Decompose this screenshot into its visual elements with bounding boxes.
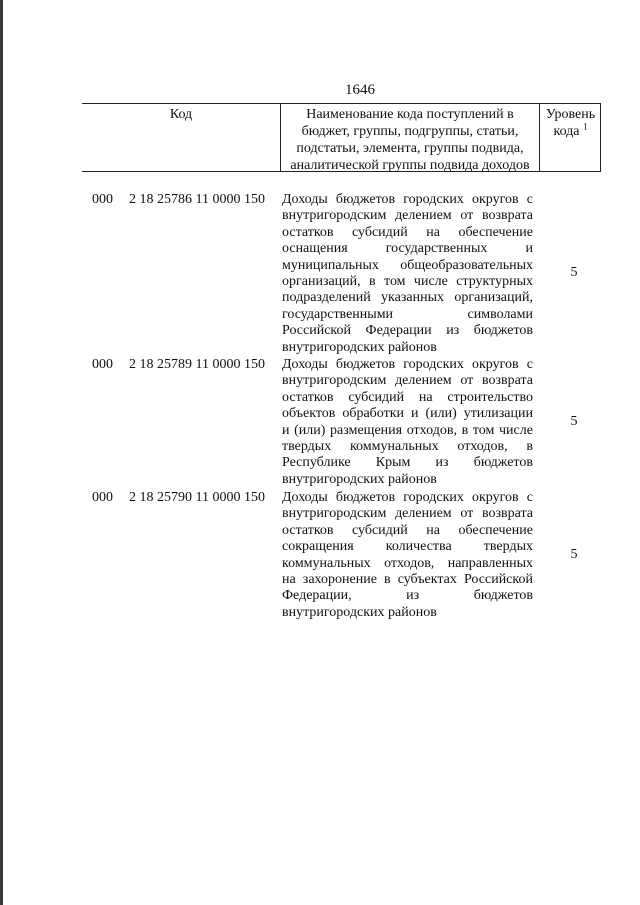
page-number: 1646 (345, 82, 375, 98)
table-row (82, 192, 601, 356)
revenue-name-line: внутригородским делением от возврата (282, 506, 533, 522)
code-level: 5 (570, 414, 578, 429)
header-name-line: бюджет, группы, подгруппы, статьи, (301, 124, 519, 139)
revenue-name-line: внутригородских районов (282, 339, 437, 355)
revenue-name-line: сокращения количества твердых (282, 539, 533, 555)
revenue-name-line: внутригородских районов (282, 604, 437, 620)
header-name-line: подстатьи, элемента, группы подвида, (296, 141, 524, 156)
code-level: 5 (570, 547, 578, 562)
header-name-column (280, 104, 539, 171)
budget-classification-code: 2 18 25786 11 0000 150 (129, 192, 265, 207)
revenue-name-line: на захоронение в субъектах Российской (282, 571, 533, 587)
scan-edge-shadow (0, 0, 3, 905)
revenue-name-line: твердых коммунальных отходов, в (282, 438, 533, 454)
header-level-line2 (540, 123, 601, 140)
revenue-name-line: Доходы бюджетов городских округов с (282, 357, 533, 372)
revenue-name-line: и (или) размещения отходов, в том числе (282, 422, 533, 438)
revenue-name-line: муниципальных общеобразовательных (282, 257, 533, 273)
revenue-name-line: организаций, в том числе структурных (282, 273, 533, 289)
header-level-column (539, 104, 601, 171)
table-row (82, 357, 601, 489)
header-name-line: Наименование кода поступлений в (306, 107, 514, 122)
header-code-column: Код (169, 107, 193, 122)
header-level-line1: Уровень (545, 107, 596, 122)
revenue-name-line: внутригородским делением от возврата (282, 208, 533, 224)
revenue-name-line: Республике Крым из бюджетов (282, 455, 533, 471)
revenue-name-line: государственными символами (282, 306, 533, 322)
admin-code: 000 (92, 490, 113, 505)
header-level-label: кода (553, 124, 580, 139)
revenue-name-line: остатков субсидий на строительство (282, 389, 533, 405)
revenue-name-line: внутригородских районов (282, 471, 437, 487)
budget-classification-code: 2 18 25789 11 0000 150 (129, 357, 265, 372)
revenue-name-line: оснащения государственных и (282, 241, 533, 257)
revenue-name (282, 490, 533, 621)
code-level: 5 (570, 265, 578, 280)
table-row (82, 490, 601, 622)
revenue-name (282, 192, 533, 356)
revenue-name-line: остатков субсидий на обеспечение (282, 522, 533, 538)
table-header (82, 103, 601, 172)
revenue-name-line: Федерации, из бюджетов (282, 588, 533, 604)
revenue-name-line: Российской Федерации из бюджетов (282, 323, 533, 339)
revenue-name-line: остатков субсидий на обеспечение (282, 224, 533, 240)
revenue-name-line: Доходы бюджетов городских округов с (282, 490, 533, 505)
footnote-marker: 1 (583, 121, 588, 132)
admin-code: 000 (92, 192, 113, 207)
revenue-name-line: Доходы бюджетов городских округов с (282, 192, 533, 207)
revenue-name-line: внутригородским делением от возврата (282, 373, 533, 389)
header-name-line: аналитической группы подвида доходов (290, 158, 530, 173)
admin-code: 000 (92, 357, 113, 372)
revenue-name-line: подразделений указанных организаций, (282, 290, 533, 306)
revenue-name-line: объектов обработки и (или) утилизации (282, 406, 533, 422)
budget-classification-code: 2 18 25790 11 0000 150 (129, 490, 265, 505)
revenue-name-line: коммунальных отходов, направленных (282, 555, 533, 571)
revenue-name (282, 357, 533, 488)
